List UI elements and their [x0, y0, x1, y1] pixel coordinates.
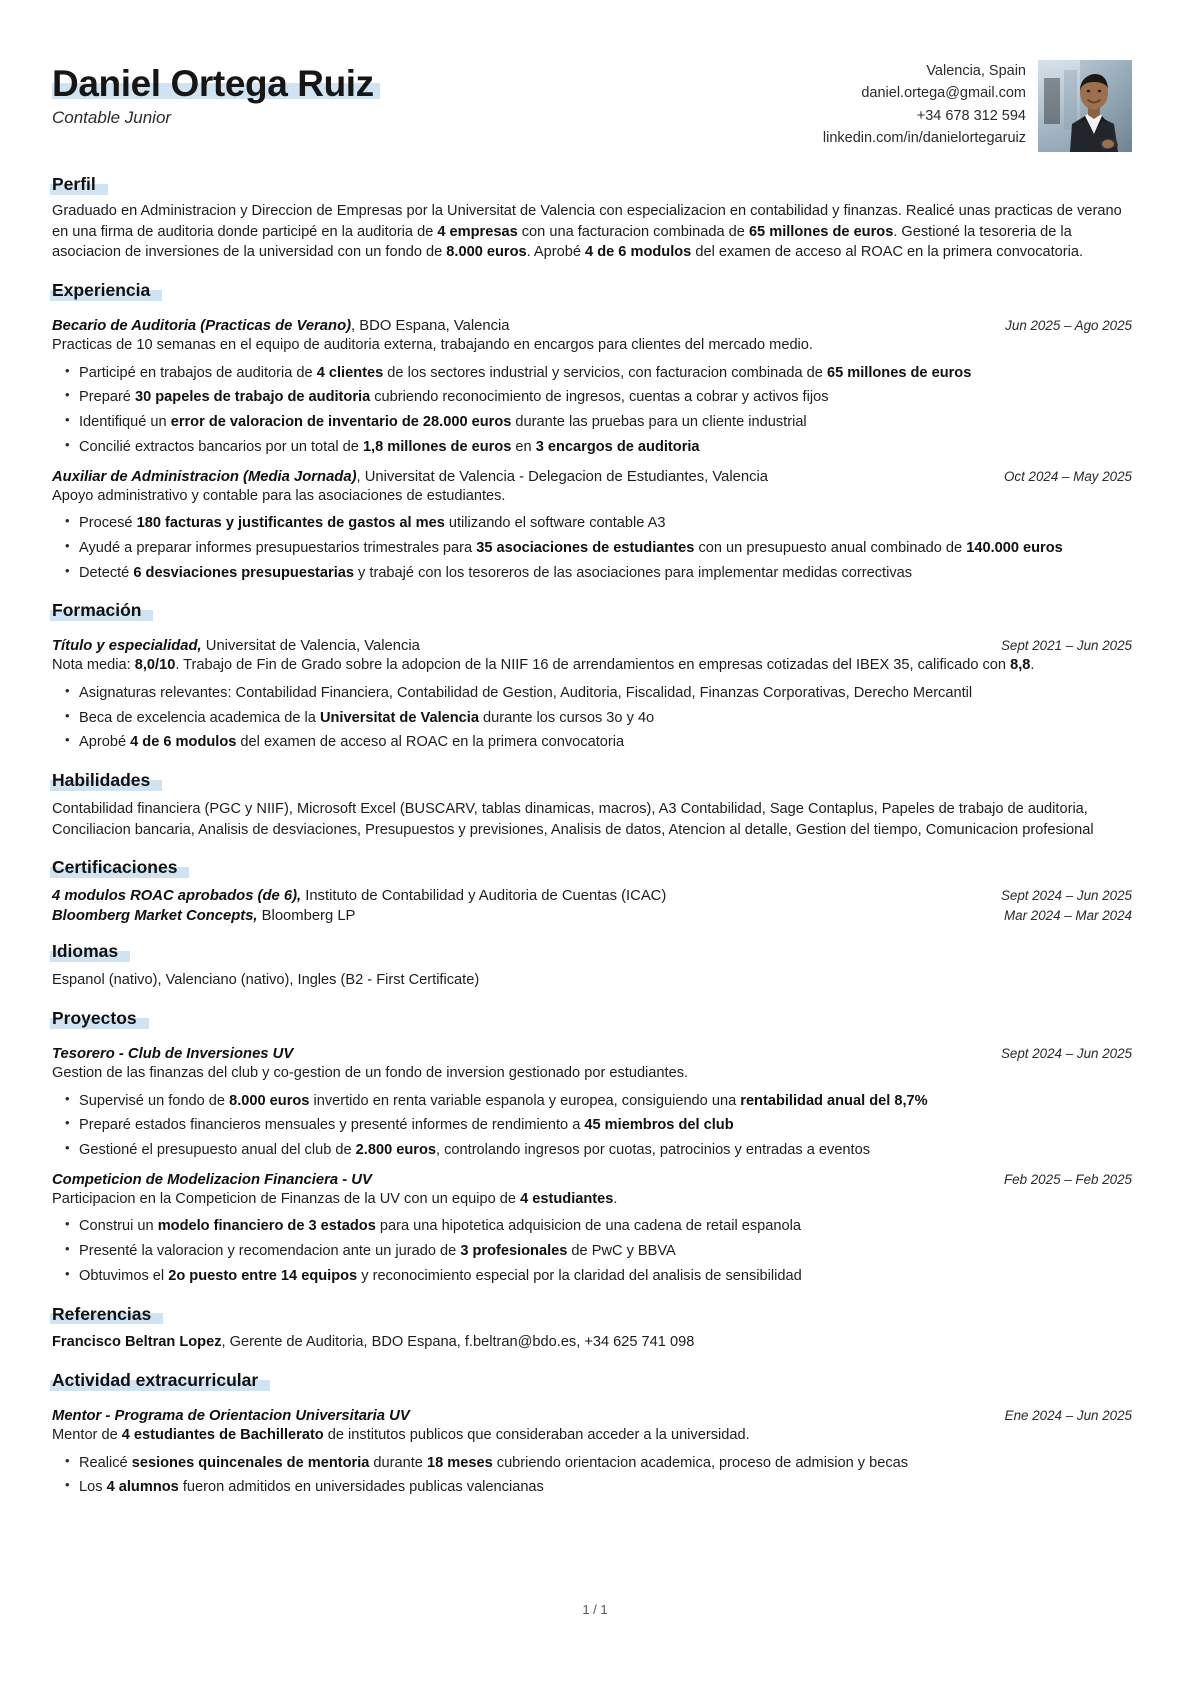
emphasis: 8,8	[1010, 657, 1031, 674]
entry-title: Mentor - Programa de Orientacion Universitaria UV	[52, 1408, 410, 1424]
list-item: • Preparé estados financieros mensuales y presenté informes de rendimiento a 45 miembros del club	[52, 1115, 1132, 1136]
entry-description: Participacion en la Competicion de Finanzas de la UV con un equipo de 4 estudiantes.	[52, 1190, 618, 1207]
section-idiomas	[52, 941, 1132, 991]
extracurricular-entries	[52, 1408, 1132, 1498]
page-indicator: 1 / 1	[582, 1602, 608, 1617]
entry-bullet-list	[52, 683, 1132, 753]
section-habilidades	[52, 770, 1132, 840]
idiomas-text: Espanol (nativo), Valenciano (nativo), Ingles (B2 - First Certificate)	[52, 972, 480, 989]
entry-subtitle-inline: Bloomberg LP	[257, 908, 356, 925]
entry-header-row	[52, 1408, 1132, 1424]
emphasis: error de valoracion de inventario de 28.000 euros	[170, 414, 512, 431]
emphasis: 8.000 euros	[446, 244, 527, 261]
entry-header-row	[52, 469, 1132, 485]
entry-date: Sept 2024 – Jun 2025	[1000, 1045, 1132, 1061]
section-heading-formacion	[52, 600, 141, 622]
entry	[52, 1172, 1132, 1287]
entry-title: Becario de Auditoria (Practicas de Verano), BDO Espana, Valencia	[52, 317, 510, 334]
perfil-text: Graduado en Administracion y Direccion de Empresas por la Universitat de Valencia con especializacion en contabilidad y finanzas. Realicé unas practicas de verano en una firma de auditoria donde participé en la auditoria de 4 empresas con una facturacion combinada de 65 millones de euros. Gestioné la tesoreria de la asociacion de inversiones de la universidad con un fondo de 8.000 euros. Aprobé 4 de 6 modulos del examen de acceso al ROAC en la primera convocatoria.	[52, 202, 1122, 261]
entry-title: Auxiliar de Administracion (Media Jornada), Universitat de Valencia - Delegacion de Estudiantes, Valencia	[52, 468, 769, 485]
section-heading-experiencia	[52, 280, 150, 302]
entry-description: Gestion de las finanzas del club y co-gestion de un fondo de inversion gestionado por estudiantes.	[52, 1064, 689, 1081]
section-heading-certificaciones	[52, 857, 177, 879]
section-heading-label: Certificaciones	[52, 857, 178, 878]
list-item: • Participé en trabajos de auditoria de 4 clientes de los sectores industrial y servicios, con facturacion combinada de 65 millones de euros	[52, 363, 1132, 384]
profile-photo	[1038, 60, 1132, 152]
section-heading-proyectos	[52, 1008, 137, 1030]
section-certificaciones	[52, 857, 1132, 924]
section-heading-habilidades	[52, 770, 150, 792]
entry	[52, 469, 1132, 584]
job-title: Contable Junior	[52, 107, 172, 127]
list-item: • Supervisé un fondo de 8.000 euros invertido en renta variable espanola y europea, consiguiendo una rentabilidad anual del 8,7%	[52, 1091, 1132, 1112]
certificaciones-entries	[52, 888, 1132, 924]
entry-title: Tesorero - Club de Inversiones UV	[52, 1045, 294, 1062]
contact-block	[823, 48, 1132, 152]
entry-date: Oct 2024 – May 2025	[1003, 468, 1132, 484]
formacion-entries	[52, 638, 1132, 753]
entry	[52, 888, 1132, 904]
habilidades-text: Contabilidad financiera (PGC y NIIF), Microsoft Excel (BUSCARV, tablas dinamicas, macros), A3 Contabilidad, Sage Contaplus, Papeles de trabajo de auditoria, Conciliacion bancaria, Analisis de desviaciones, Presupuestos y previsiones, Analisis de datos, Atencion al detalle, Gestion del tiempo, Comunicacion profesional	[52, 801, 1094, 838]
list-item: • Identifiqué un error de valoracion de inventario de 28.000 euros durante las pruebas para un cliente industrial	[52, 412, 1132, 433]
emphasis: Universitat de Valencia	[319, 709, 479, 726]
list-item: • Aprobé 4 de 6 modulos del examen de acceso al ROAC en la primera convocatoria	[52, 732, 1132, 753]
section-heading-label: Formación	[52, 600, 142, 621]
entry-description: Apoyo administrativo y contable para las asociaciones de estudiantes.	[52, 487, 506, 504]
entry	[52, 1046, 1132, 1161]
contact-email[interactable]: daniel.ortega@gmail.com	[861, 85, 1026, 102]
emphasis: 4 alumnos	[106, 1479, 179, 1496]
resume-header	[52, 48, 1132, 152]
entry-bullet-list	[52, 1453, 1132, 1498]
emphasis: 1,8 millones de euros	[362, 438, 512, 455]
emphasis: 65 millones de euros	[826, 364, 972, 381]
section-heading-perfil	[52, 174, 96, 196]
section-heading-referencias	[52, 1304, 151, 1326]
section-proyectos	[52, 1008, 1132, 1287]
entry	[52, 908, 1132, 924]
section-extracurricular	[52, 1370, 1132, 1498]
entry-bullet-list	[52, 363, 1132, 458]
list-item: • Presenté la valoracion y recomendacion ante un jurado de 3 profesionales de PwC y BBVA	[52, 1241, 1132, 1262]
emphasis: rentabilidad anual del 8,7%	[740, 1092, 928, 1109]
entry-subtitle-inline: , Universitat de Valencia - Delegacion de Estudiantes, Valencia	[356, 468, 769, 485]
page-title: Daniel Ortega Ruiz	[52, 63, 374, 104]
list-item: • Ayudé a preparar informes presupuestarios trimestrales para 35 asociaciones de estudiantes con un presupuesto anual combinado de 140.000 euros	[52, 538, 1132, 559]
list-item: • Asignaturas relevantes: Contabilidad Financiera, Contabilidad de Gestion, Auditoria, Fiscalidad, Finanzas Corporativas, Derecho Mercantil	[52, 683, 1132, 704]
name-wrapper	[52, 64, 374, 104]
contact-location: Valencia, Spain	[926, 63, 1026, 79]
emphasis: 180 facturas y justificantes de gastos al mes	[136, 515, 445, 532]
section-perfil	[52, 174, 1132, 263]
list-item: • Obtuvimos el 2o puesto entre 14 equipos y reconocimiento especial por la claridad del analisis de sensibilidad	[52, 1266, 1132, 1287]
section-heading-label: Proyectos	[52, 1007, 137, 1028]
list-item: • Beca de excelencia academica de la Universitat de Valencia durante los cursos 3o y 4o	[52, 708, 1132, 729]
section-heading-idiomas	[52, 941, 118, 963]
referencias-text: Francisco Beltran Lopez, Gerente de Auditoria, BDO Espana, f.beltran@bdo.es, +34 625 741 098	[52, 1334, 695, 1351]
emphasis: 3 encargos de auditoria	[535, 438, 700, 455]
list-item: • Construi un modelo financiero de 3 estados para una hipotetica adquisicion de una cadena de retail espanola	[52, 1216, 1132, 1237]
list-item: • Preparé 30 papeles de trabajo de auditoria cubriendo reconocimiento de ingresos, cuentas a cobrar y activos fijos	[52, 387, 1132, 408]
list-item: • Los 4 alumnos fueron admitidos en universidades publicas valencianas	[52, 1477, 1132, 1498]
list-item: • Detecté 6 desviaciones presupuestarias y trabajé con los tesoreros de las asociaciones para implementar medidas correctivas	[52, 563, 1132, 584]
emphasis: 8.000 euros	[229, 1092, 310, 1109]
emphasis: 35 asociaciones de estudiantes	[476, 539, 695, 556]
contact-linkedin[interactable]: linkedin.com/in/danielortegaruiz	[822, 130, 1026, 147]
entry-date: Feb 2025 – Feb 2025	[1003, 1171, 1132, 1187]
emphasis: 140.000 euros	[966, 539, 1063, 556]
emphasis: 30 papeles de trabajo de auditoria	[134, 389, 371, 406]
emphasis: 6 desviaciones presupuestarias	[133, 564, 354, 581]
emphasis: 2.800 euros	[355, 1141, 436, 1158]
entry-header-row	[52, 1172, 1132, 1188]
section-heading-extracurricular	[52, 1370, 258, 1392]
emphasis: 4 clientes	[316, 364, 384, 381]
emphasis: 65 millones de euros	[748, 223, 894, 240]
section-heading-label: Referencias	[52, 1303, 152, 1324]
entry-title: Competicion de Modelizacion Financiera - UV	[52, 1171, 372, 1188]
entry-title: Bloomberg Market Concepts, Bloomberg LP	[52, 908, 356, 925]
identity-block	[52, 48, 374, 128]
emphasis: 4 de 6 modulos	[585, 244, 692, 261]
experiencia-entries	[52, 318, 1132, 583]
entry-bullet-list	[52, 513, 1132, 583]
entry-subtitle-inline: Instituto de Contabilidad y Auditoria de Cuentas (ICAC)	[301, 888, 667, 905]
entry-header-row	[52, 908, 1132, 924]
section-heading-label: Experiencia	[52, 280, 151, 301]
section-heading-label: Actividad extracurricular	[52, 1370, 259, 1391]
entry-header-row	[52, 318, 1132, 334]
emphasis: 4 de 6 modulos	[130, 734, 237, 751]
entry-title: Título y especialidad, Universitat de Valencia, Valencia	[52, 638, 420, 655]
section-heading-label: Perfil	[52, 174, 96, 194]
emphasis: sesiones quincenales de mentoria	[131, 1454, 370, 1471]
entry-description: Mentor de 4 estudiantes de Bachillerato de institutos publicos que consideraban acceder a la universidad.	[52, 1427, 750, 1443]
entry-date: Ene 2024 – Jun 2025	[1004, 1408, 1132, 1423]
list-item: • Concilié extractos bancarios por un total de 1,8 millones de euros en 3 encargos de auditoria	[52, 437, 1132, 458]
list-item: • Realicé sesiones quincenales de mentoria durante 18 meses cubriendo orientacion academica, proceso de admision y becas	[52, 1453, 1132, 1474]
entry	[52, 318, 1132, 458]
section-heading-label: Habilidades	[52, 770, 151, 791]
emphasis: 4 estudiantes	[520, 1190, 614, 1207]
contact-phone[interactable]: +34 678 312 594	[916, 107, 1026, 124]
entry-description: Nota media: 8,0/10. Trabajo de Fin de Grado sobre la adopcion de la NIIF 16 de arrendamientos en empresas cotizadas del IBEX 35, calificado con 8,8.	[52, 657, 1035, 674]
entry	[52, 638, 1132, 753]
entry-header-row	[52, 888, 1132, 904]
section-heading-label: Idiomas	[52, 941, 119, 962]
emphasis: 45 miembros del club	[584, 1117, 734, 1134]
section-experiencia	[52, 280, 1132, 583]
emphasis: 2o puesto entre 14 equipos	[168, 1267, 358, 1284]
entry-date: Sept 2024 – Jun 2025	[1000, 888, 1132, 904]
entry-subtitle-inline: , BDO Espana, Valencia	[351, 317, 510, 334]
entry-title: 4 modulos ROAC aprobados (de 6), Instituto de Contabilidad y Auditoria de Cuentas (ICAC)	[52, 888, 667, 905]
list-item: • Procesé 180 facturas y justificantes de gastos al mes utilizando el software contable A3	[52, 513, 1132, 534]
entry-subtitle-inline: Universitat de Valencia, Valencia	[201, 638, 420, 655]
contact-details	[823, 60, 1026, 150]
emphasis: 3 profesionales	[460, 1243, 568, 1260]
entry-description: Practicas de 10 semanas en el equipo de auditoria externa, trabajando en encargos para clientes del mercado medio.	[52, 336, 813, 353]
emphasis: 8,0/10	[134, 657, 176, 674]
emphasis: 4 estudiantes de Bachillerato	[121, 1427, 324, 1443]
entry-bullet-list	[52, 1091, 1132, 1161]
emphasis: modelo financiero de 3 estados	[157, 1218, 376, 1235]
entry-header-row	[52, 638, 1132, 654]
emphasis: 18 meses	[426, 1454, 493, 1471]
list-item: • Gestioné el presupuesto anual del club de 2.800 euros, controlando ingresos por cuotas, patrocinios y entradas a eventos	[52, 1140, 1132, 1161]
entry-date: Mar 2024 – Mar 2024	[1003, 908, 1132, 924]
section-formacion	[52, 600, 1132, 753]
section-referencias	[52, 1304, 1132, 1354]
proyectos-entries	[52, 1046, 1132, 1287]
emphasis: Francisco Beltran Lopez	[52, 1334, 222, 1351]
entry-bullet-list	[52, 1216, 1132, 1286]
entry-date: Sept 2021 – Jun 2025	[1000, 638, 1132, 654]
emphasis: 4 empresas	[437, 223, 518, 240]
entry	[52, 1408, 1132, 1498]
entry-date: Jun 2025 – Ago 2025	[1005, 317, 1132, 333]
entry-header-row	[52, 1046, 1132, 1062]
